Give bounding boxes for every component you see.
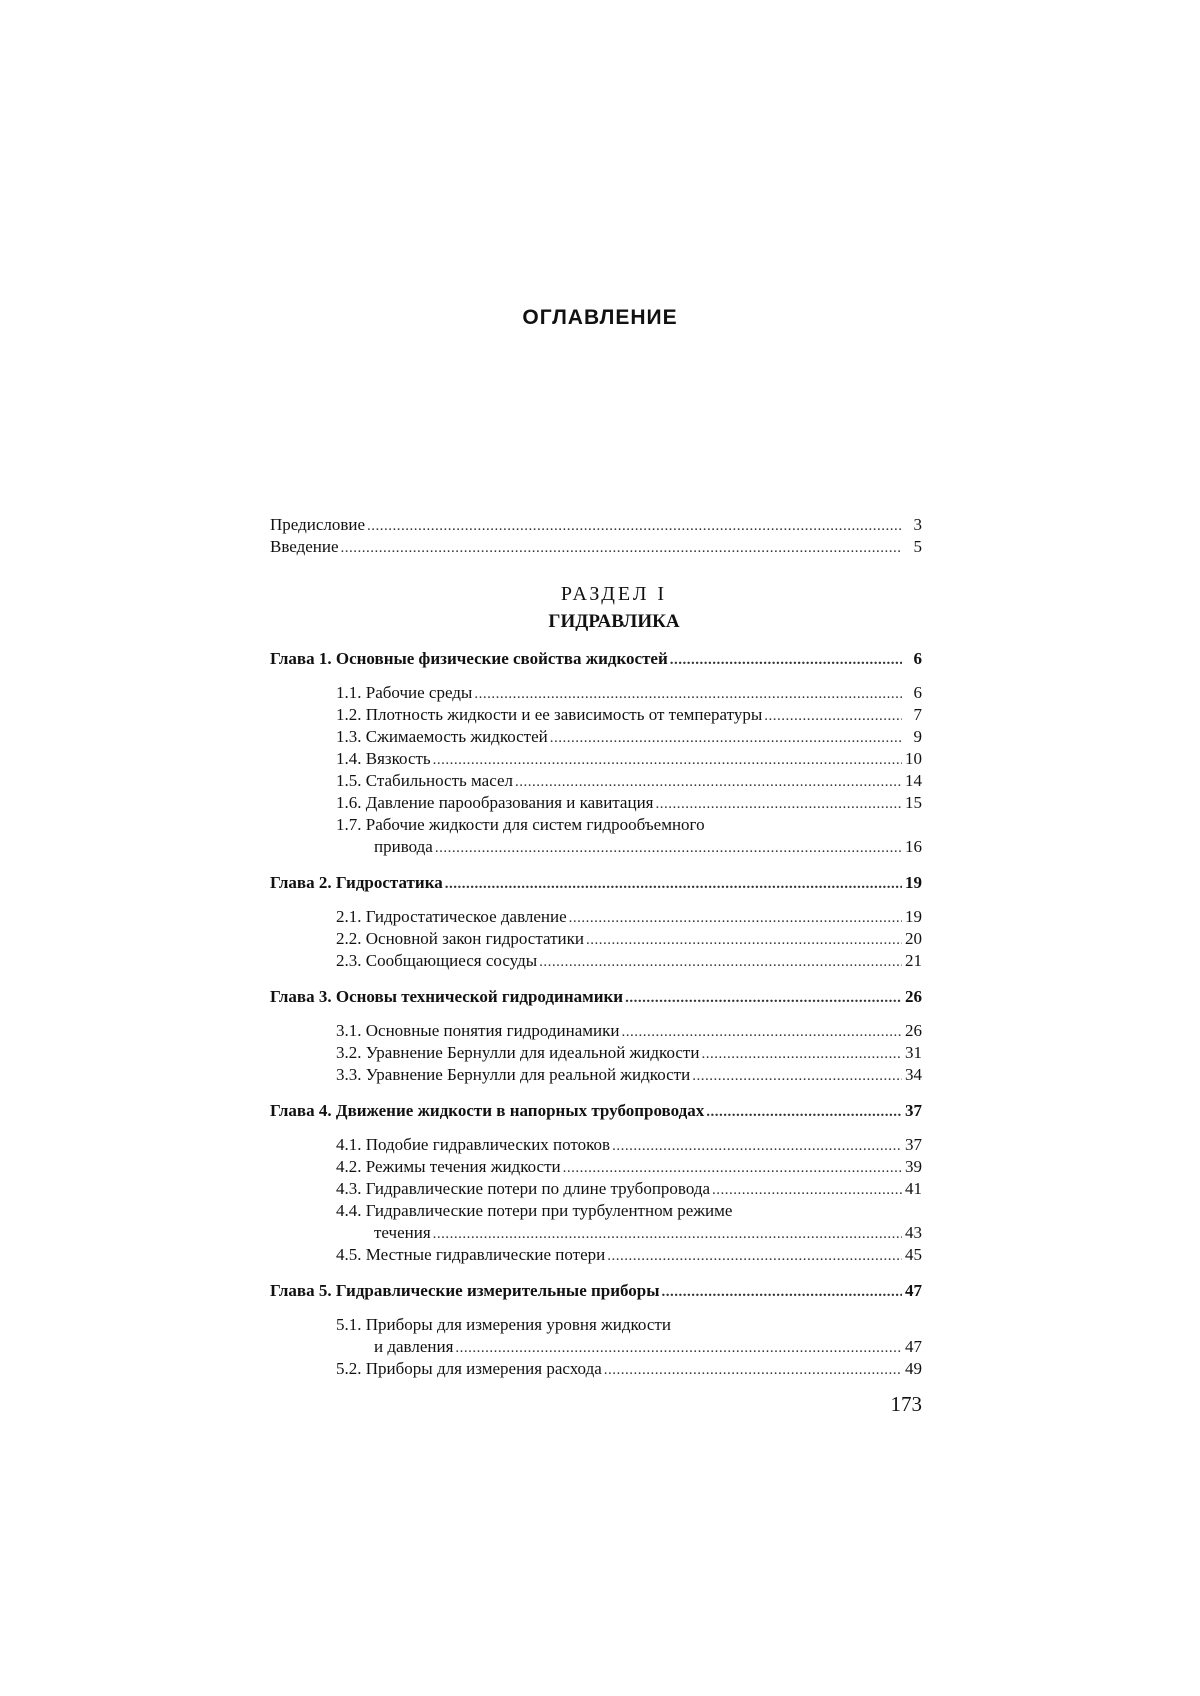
toc-item-1-3[interactable] (270, 726, 922, 748)
dot-leader (569, 907, 902, 929)
item-title: 3.2. Уравнение Бернулли для идеальной жидкости (336, 1043, 700, 1062)
item-title: 1.4. Вязкость (336, 749, 431, 768)
dot-leader (445, 873, 902, 895)
dot-leader (586, 929, 902, 951)
item-page: 37 (905, 1135, 922, 1154)
toc-entry-preface[interactable] (270, 514, 922, 536)
dot-leader (367, 515, 902, 537)
item-page: 19 (905, 907, 922, 926)
item-title: 5.2. Приборы для измерения расхода (336, 1359, 602, 1378)
toc-item-4-4-cont[interactable] (270, 1222, 922, 1244)
dot-leader (612, 1135, 902, 1157)
dot-leader (435, 837, 902, 859)
dot-leader (625, 987, 902, 1009)
dot-leader (563, 1157, 902, 1179)
item-page: 34 (905, 1065, 922, 1084)
item-title: 2.3. Сообщающиеся сосуды (336, 951, 538, 970)
dot-leader (515, 771, 902, 793)
item-title-cont: течения (374, 1223, 431, 1242)
dot-leader (455, 1337, 902, 1359)
page-number: 173 (890, 1392, 922, 1416)
dot-leader (706, 1101, 902, 1123)
toc-chapter-4[interactable] (270, 1100, 922, 1122)
section-name: ГИДРАВЛИКА (548, 611, 680, 632)
section-heading (270, 580, 922, 636)
item-title-cont: привода (374, 837, 433, 856)
item-title: 1.5. Стабильность масел (336, 771, 513, 790)
dot-leader (712, 1179, 902, 1201)
chapter-page: 26 (905, 987, 922, 1006)
page-title: ОГЛАВЛЕНИЕ (522, 306, 678, 329)
dot-leader (764, 705, 902, 727)
dot-leader (474, 683, 902, 705)
toc-item-4-2[interactable] (270, 1156, 922, 1178)
toc-item-2-2[interactable] (270, 928, 922, 950)
item-title-cont: и давления (374, 1337, 454, 1356)
toc-item-3-2[interactable] (270, 1042, 922, 1064)
item-title: 1.2. Плотность жидкости и ее зависимость от температуры (336, 705, 763, 724)
toc-item-3-1[interactable] (270, 1020, 922, 1042)
dot-leader (550, 727, 902, 749)
toc-chapter-5[interactable] (270, 1280, 922, 1302)
item-page: 47 (905, 1337, 922, 1356)
item-page: 9 (913, 727, 922, 746)
dot-leader (692, 1065, 902, 1087)
item-page: 16 (905, 837, 922, 856)
toc-item-1-5[interactable] (270, 770, 922, 792)
item-page: 41 (905, 1179, 922, 1198)
toc-item-1-7[interactable]: 1.7. Рабочие жидкости для систем гидрообъемного (336, 815, 705, 834)
dot-leader (433, 1223, 902, 1245)
item-page: 43 (905, 1223, 922, 1242)
toc-item-2-1[interactable] (270, 906, 922, 928)
toc-item-1-1[interactable] (270, 682, 922, 704)
item-title: 3.3. Уравнение Бернулли для реальной жидкости (336, 1065, 691, 1084)
dot-leader (656, 793, 903, 815)
entry-page: 3 (913, 515, 922, 534)
item-page: 10 (905, 749, 922, 768)
item-page: 15 (905, 793, 922, 812)
toc-item-5-1[interactable]: 5.1. Приборы для измерения уровня жидкости (336, 1315, 671, 1334)
item-page: 39 (905, 1157, 922, 1176)
chapter-title: Глава 3. Основы технической гидродинамики (270, 987, 624, 1006)
dot-leader (670, 649, 902, 671)
chapter-page: 37 (905, 1101, 922, 1120)
chapter-title: Глава 5. Гидравлические измерительные приборы (270, 1281, 660, 1300)
entry-title: Введение (270, 537, 339, 556)
item-title: 4.1. Подобие гидравлических потоков (336, 1135, 611, 1154)
toc-chapter-2[interactable] (270, 872, 922, 894)
dot-leader (341, 537, 902, 559)
chapter-title: Глава 1. Основные физические свойства жидкостей (270, 649, 668, 668)
item-page: 20 (905, 929, 922, 948)
toc-item-1-7-cont[interactable] (270, 836, 922, 858)
toc-entry-introduction[interactable] (270, 536, 922, 558)
toc-chapter-1[interactable] (270, 648, 922, 670)
item-title: 1.3. Сжимаемость жидкостей (336, 727, 548, 746)
table-of-contents (270, 514, 922, 1380)
toc-item-4-3[interactable] (270, 1178, 922, 1200)
toc-item-4-1[interactable] (270, 1134, 922, 1156)
item-page: 14 (905, 771, 922, 790)
dot-leader (701, 1043, 902, 1065)
dot-leader (662, 1281, 902, 1303)
item-title: 4.3. Гидравлические потери по длине трубопровода (336, 1179, 711, 1198)
item-page: 7 (913, 705, 922, 724)
item-page: 45 (905, 1245, 922, 1264)
chapter-page: 47 (905, 1281, 922, 1300)
toc-item-1-6[interactable] (270, 792, 922, 814)
chapter-page: 6 (913, 649, 922, 668)
toc-chapter-3[interactable] (270, 986, 922, 1008)
toc-item-4-4[interactable]: 4.4. Гидравлические потери при турбулентном режиме (336, 1201, 733, 1220)
dot-leader (539, 951, 902, 973)
chapter-page: 19 (905, 873, 922, 892)
toc-item-3-3[interactable] (270, 1064, 922, 1086)
toc-item-1-4[interactable] (270, 748, 922, 770)
item-title: 4.5. Местные гидравлические потери (336, 1245, 606, 1264)
item-title: 1.6. Давление парообразования и кавитация (336, 793, 654, 812)
item-page: 21 (905, 951, 922, 970)
toc-item-4-5[interactable] (270, 1244, 922, 1266)
item-page: 26 (905, 1021, 922, 1040)
item-title: 2.1. Гидростатическое давление (336, 907, 567, 926)
section-label: РАЗДЕЛ I (560, 583, 668, 605)
dot-leader (433, 749, 902, 771)
toc-item-5-2[interactable] (270, 1358, 922, 1380)
item-title: 4.2. Режимы течения жидкости (336, 1157, 561, 1176)
item-title: 3.1. Основные понятия гидродинамики (336, 1021, 620, 1040)
item-page: 6 (913, 683, 922, 702)
item-page: 49 (905, 1359, 922, 1378)
toc-item-1-2[interactable] (270, 704, 922, 726)
chapter-title: Глава 2. Гидростатика (270, 873, 443, 892)
toc-item-5-1-cont[interactable] (270, 1336, 922, 1358)
toc-item-2-3[interactable] (270, 950, 922, 972)
dot-leader (621, 1021, 902, 1043)
item-title: 2.2. Основной закон гидростатики (336, 929, 584, 948)
chapter-title: Глава 4. Движение жидкости в напорных трубопроводах (270, 1101, 705, 1120)
dot-leader (607, 1245, 902, 1267)
item-title: 1.1. Рабочие среды (336, 683, 473, 702)
entry-page: 5 (913, 537, 922, 556)
item-page: 31 (905, 1043, 922, 1062)
entry-title: Предисловие (270, 515, 366, 534)
dot-leader (604, 1359, 902, 1381)
